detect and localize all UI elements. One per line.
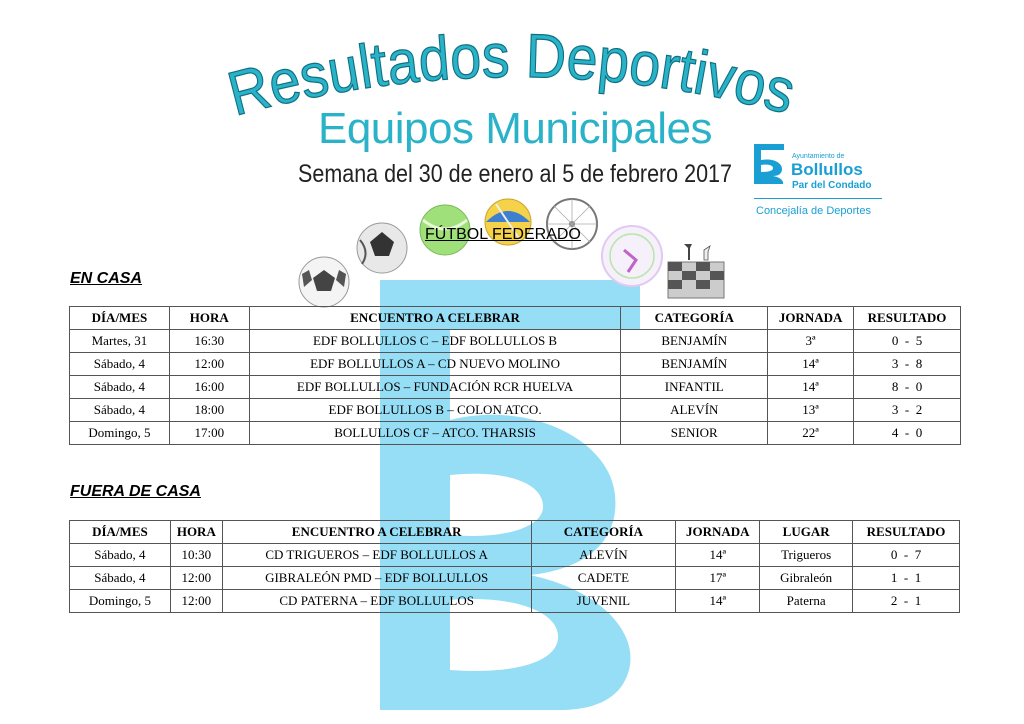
time-cell: 17:00 [169, 422, 249, 445]
match-cell: GIBRALEÓN PMD – EDF BOLLULLOS [222, 567, 531, 590]
table-row [70, 590, 960, 613]
table-row [70, 330, 961, 353]
category-cell: SENIOR [621, 422, 768, 445]
away-section-label: FUERA DE CASA [70, 483, 201, 500]
venue-cell: Gibraleón [760, 567, 853, 590]
category-cell: BENJAMÍN [621, 330, 768, 353]
logo-divider [754, 198, 882, 199]
table-row [70, 376, 961, 399]
volleyball-icon [357, 223, 407, 273]
logo-name: Bollullos [791, 160, 863, 179]
match-cell: EDF BOLLULLOS A – CD NUEVO MOLINO [249, 353, 621, 376]
result-cell: 0 - 5 [854, 330, 961, 353]
table-row [70, 399, 961, 422]
header-cell: DÍA/MES [70, 521, 171, 544]
day-cell: Sábado, 4 [70, 399, 170, 422]
header-cell: JORNADA [676, 521, 760, 544]
table-row [70, 422, 961, 445]
category-cell: INFANTIL [621, 376, 768, 399]
time-cell: 16:00 [169, 376, 249, 399]
header-cell: LUGAR [760, 521, 853, 544]
header-cell: RESULTADO [854, 307, 961, 330]
time-cell: 16:30 [169, 330, 249, 353]
home-section-label: EN CASA [70, 270, 143, 287]
away-results-table [69, 520, 960, 613]
header-cell: JORNADA [768, 307, 854, 330]
result-cell: 1 - 1 [853, 567, 960, 590]
sports-balls-illustration [290, 190, 740, 310]
round-cell: 22ª [768, 422, 854, 445]
header-cell: CATEGORÍA [531, 521, 676, 544]
time-cell: 12:00 [170, 590, 222, 613]
round-cell: 17ª [676, 567, 760, 590]
logo-subname: Par del Condado [792, 180, 872, 191]
match-cell: EDF BOLLULLOS C – EDF BOLLULLOS B [249, 330, 621, 353]
category-cell: ALEVÍN [531, 544, 676, 567]
logo-small-text: Ayuntamiento de [792, 153, 845, 160]
week-range: Semana del 30 de enero al 5 de febrero 2017 [298, 160, 732, 188]
venue-cell: Trigueros [760, 544, 853, 567]
venue-cell: Paterna [760, 590, 853, 613]
table-row [70, 544, 960, 567]
day-cell: Domingo, 5 [70, 422, 170, 445]
match-cell: CD PATERNA – EDF BOLLULLOS [222, 590, 531, 613]
match-cell: BOLLULLOS CF – ATCO. THARSIS [249, 422, 621, 445]
table-row [70, 353, 961, 376]
result-cell: 0 - 7 [853, 544, 960, 567]
round-cell: 14ª [768, 376, 854, 399]
result-cell: 3 - 2 [854, 399, 961, 422]
table-row [70, 567, 960, 590]
header-cell: CATEGORÍA [621, 307, 768, 330]
table-header-row [70, 307, 961, 330]
time-cell: 18:00 [169, 399, 249, 422]
day-cell: Sábado, 4 [70, 353, 170, 376]
main-title-text: Resultados Deportivos [221, 21, 805, 128]
gymnast-icon [602, 226, 662, 286]
result-cell: 2 - 1 [853, 590, 960, 613]
header-cell: RESULTADO [853, 521, 960, 544]
category-cell: CADETE [531, 567, 676, 590]
match-cell: CD TRIGUEROS – EDF BOLLULLOS A [222, 544, 531, 567]
chess-pieces-icon [668, 244, 724, 298]
table-header-row [70, 521, 960, 544]
time-cell: 10:30 [170, 544, 222, 567]
subtitle: Equipos Municipales [317, 104, 713, 153]
header-cell: DÍA/MES [70, 307, 170, 330]
time-cell: 12:00 [170, 567, 222, 590]
match-cell: EDF BOLLULLOS B – COLON ATCO. [249, 399, 621, 422]
round-cell: 13ª [768, 399, 854, 422]
day-cell: Domingo, 5 [70, 590, 171, 613]
logo-department: Concejalía de Deportes [756, 205, 871, 217]
category-cell: ALEVÍN [621, 399, 768, 422]
soccer-ball-icon [299, 257, 349, 307]
match-cell: EDF BOLLULLOS – FUNDACIÓN RCR HUELVA [249, 376, 621, 399]
header-cell: HORA [170, 521, 222, 544]
sport-heading: FÚTBOL FEDERADO [425, 226, 581, 243]
round-cell: 14ª [676, 590, 760, 613]
day-cell: Sábado, 4 [70, 544, 171, 567]
header-cell: ENCUENTRO A CELEBRAR [222, 521, 531, 544]
bollullos-logo-icon [752, 142, 786, 186]
day-cell: Martes, 31 [70, 330, 170, 353]
header-cell: ENCUENTRO A CELEBRAR [249, 307, 621, 330]
home-results-table [69, 306, 961, 445]
result-cell: 3 - 8 [854, 353, 961, 376]
time-cell: 12:00 [169, 353, 249, 376]
municipal-logo [752, 140, 892, 222]
round-cell: 14ª [676, 544, 760, 567]
round-cell: 3ª [768, 330, 854, 353]
round-cell: 14ª [768, 353, 854, 376]
header-cell: HORA [169, 307, 249, 330]
category-cell: JUVENIL [531, 590, 676, 613]
category-cell: BENJAMÍN [621, 353, 768, 376]
result-cell: 8 - 0 [854, 376, 961, 399]
day-cell: Sábado, 4 [70, 376, 170, 399]
result-cell: 4 - 0 [854, 422, 961, 445]
day-cell: Sábado, 4 [70, 567, 171, 590]
